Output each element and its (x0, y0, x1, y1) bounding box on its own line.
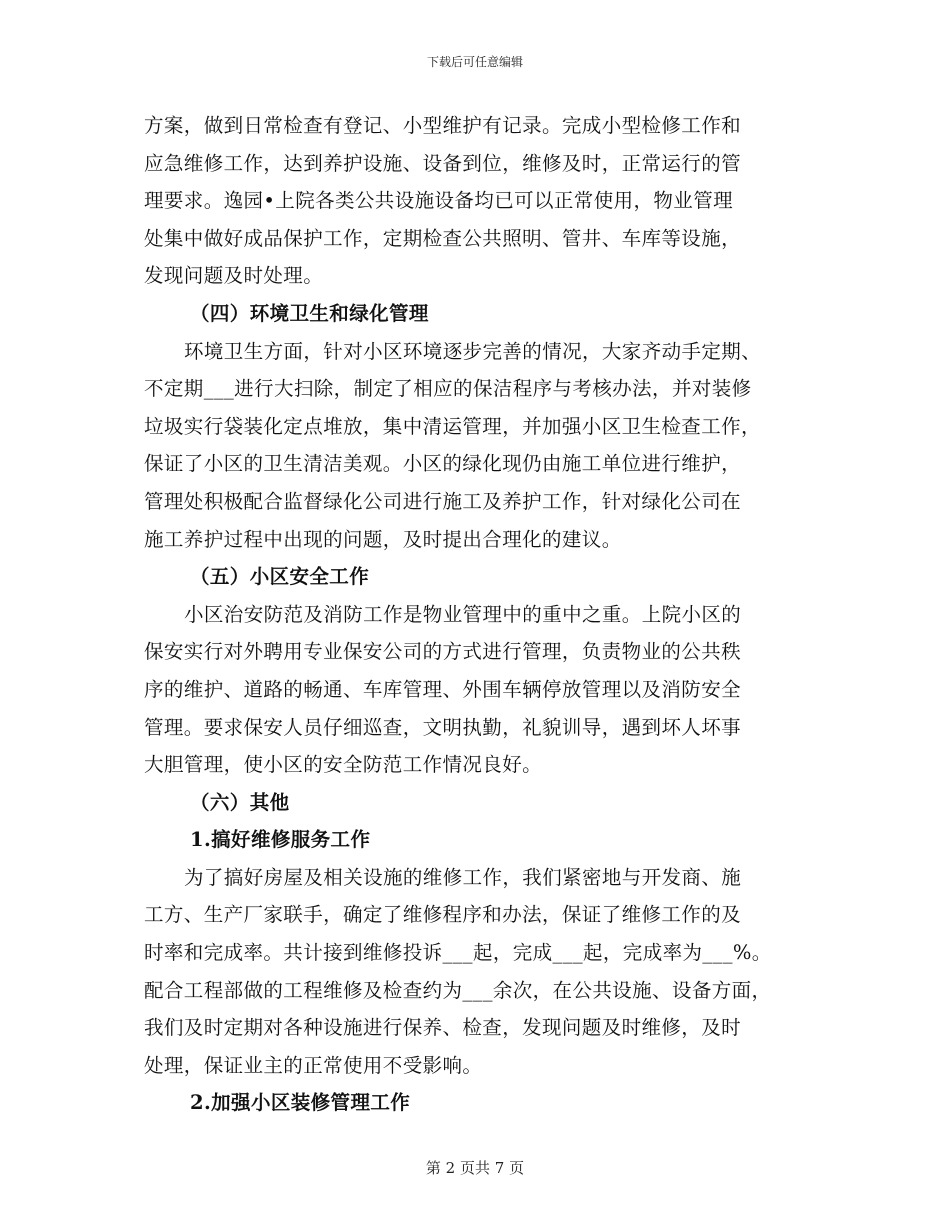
document-body (144, 107, 814, 1122)
page-header: 下载后可任意编辑 (426, 55, 523, 69)
subsection-heading: 1.搞好维修服务工作 (190, 828, 371, 852)
body-text-line: 大胆管理，使小区的安全防范工作情况良好。 (144, 753, 543, 777)
section-heading: （五）小区安全工作 (190, 565, 370, 589)
body-text-line: 保安实行对外聘用专业保安公司的方式进行管理，负责物业的公共秩 (144, 640, 742, 664)
body-text-line: 时率和完成率。共计接到维修投诉___起，完成___起，完成率为___%。 (144, 941, 772, 965)
body-text-line: 方案，做到日常检查有登记、小型维护有记录。完成小型检修工作和 (144, 114, 742, 137)
section-heading: （四）环境卫生和绿化管理 (190, 301, 429, 325)
paragraph-first-line: 为了搞好房屋及相关设施的维修工作，我们紧密地与开发商、施 (184, 865, 742, 889)
body-text-line: 序的维护、道路的畅通、车库管理、外围车辆停放管理以及消防安全 (144, 677, 742, 701)
body-text-line: 管理。要求保安人员仔细巡查，文明执勤，礼貌训导，遇到坏人坏事 (144, 715, 742, 739)
section-heading: （六）其他 (190, 790, 290, 814)
body-text-line: 不定期___进行大扫除，制定了相应的保洁程序与考核办法，并对装修 (144, 377, 752, 401)
paragraph-first-line: 小区治安防范及消防工作是物业管理中的重中之重。上院小区的 (184, 602, 742, 626)
page-footer: 第 2 页共 7 页 (425, 1159, 525, 1177)
subsection-heading: 2.加强小区装修管理工作 (190, 1091, 411, 1115)
body-text-line: 理要求。逸园•上院各类公共设施设备均已可以正常使用，物业管理 (144, 189, 734, 213)
body-text-line: 我们及时定期对各种设施进行保养、检查，发现问题及时维修，及时 (144, 1016, 742, 1040)
body-text-line: 处集中做好成品保护工作，定期检查公共照明、管井、车库等设施， (144, 226, 742, 250)
body-text-line: 发现问题及时处理。 (144, 264, 324, 288)
body-text-line: 处理，保证业主的正常使用不受影响。 (144, 1053, 483, 1077)
body-text-line: 工方、生产厂家联手，确定了维修程序和办法，保证了维修工作的及 (144, 903, 742, 927)
body-text-line: 施工养护过程中出现的问题，及时提出合理化的建议。 (144, 527, 622, 551)
body-text-line: 应急维修工作，达到养护设施、设备到位，维修及时，正常运行的管 (144, 151, 742, 175)
body-text-line: 配合工程部做的工程维修及检查约为___余次，在公共设施、设备方面， (144, 978, 772, 1002)
body-text-line: 管理处积极配合监督绿化公司进行施工及养护工作，针对绿化公司在 (144, 489, 742, 513)
body-text-line: 垃圾实行袋装化定点堆放，集中清运管理，并加强小区卫生检查工作， (144, 414, 761, 438)
paragraph-first-line: 环境卫生方面，针对小区环境逐步完善的情况，大家齐动手定期、 (184, 339, 762, 363)
body-text-line: 保证了小区的卫生清洁美观。小区的绿化现仍由施工单位进行维护， (144, 452, 742, 476)
